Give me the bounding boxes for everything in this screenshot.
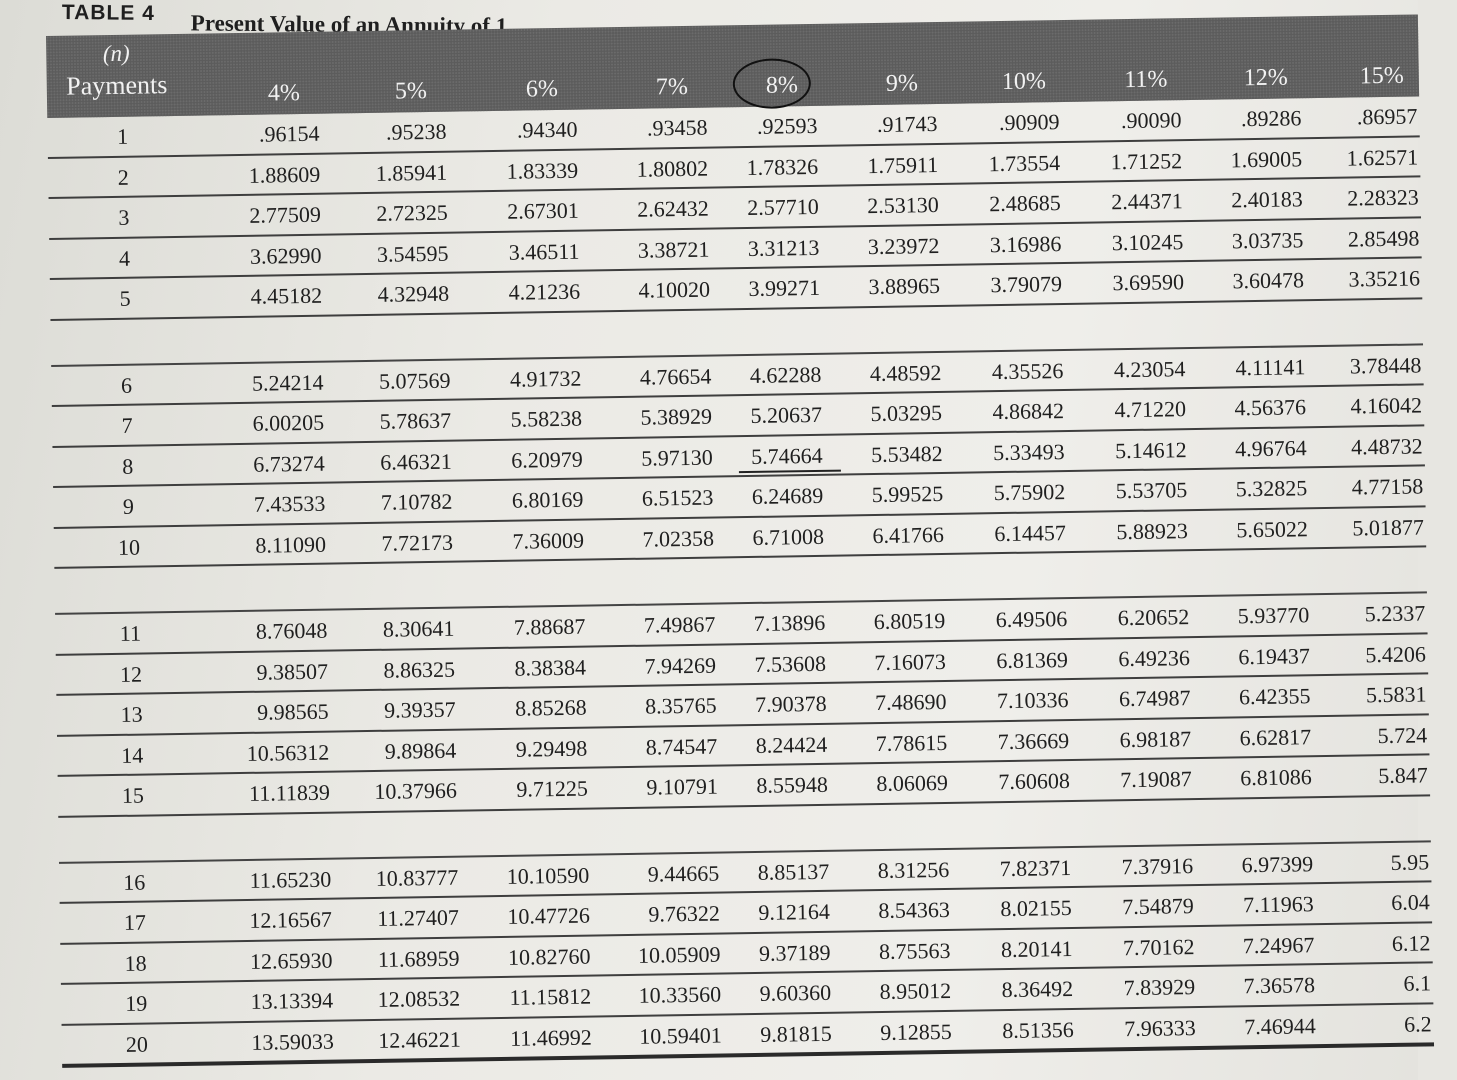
annuity-value-cell: 6.20979 [511, 446, 583, 473]
annuity-value-cell: 10.56312 [246, 739, 330, 766]
payment-count: 20 [125, 1031, 149, 1057]
annuity-value-cell: 2.28323 [1347, 184, 1419, 211]
payment-count: 10 [117, 534, 141, 560]
annuity-value-cell: 9.60360 [759, 979, 832, 1006]
annuity-value-cell: 5.03295 [870, 399, 943, 427]
annuity-value-cell: 8.75563 [878, 937, 951, 964]
annuity-value-cell: 2.85498 [1347, 224, 1420, 252]
annuity-value-cell: 7.36578 [1243, 972, 1316, 999]
annuity-value-cell: .92593 [756, 112, 818, 139]
annuity-value-cell: 4.76654 [639, 363, 712, 390]
annuity-value-cell: 1.62571 [1346, 143, 1419, 171]
annuity-value-cell: 8.85137 [757, 858, 830, 885]
payment-count: 13 [120, 701, 143, 727]
annuity-value-cell: 7.83929 [1123, 974, 1196, 1001]
annuity-value-cell: 4.71220 [1114, 396, 1187, 423]
annuity-value-cell: 6.73274 [253, 450, 325, 477]
payment-count: 5 [119, 285, 131, 311]
rate-header: 15% [1359, 62, 1404, 90]
annuity-value-cell: 7.16073 [874, 648, 947, 675]
annuity-value-cell: 6.81086 [1240, 764, 1312, 791]
annuity-value-cell: 3.99271 [748, 274, 821, 301]
annuity-value-cell: 9.81815 [760, 1020, 832, 1047]
annuity-value-cell: 4.10020 [638, 276, 711, 303]
rate-header: 8% [765, 72, 799, 99]
annuity-value-cell: 7.37916 [1121, 852, 1194, 879]
annuity-value-cell: 7.36669 [997, 727, 1070, 754]
annuity-value-cell: 6.98187 [1119, 725, 1192, 752]
annuity-value-cell: 5.58238 [510, 405, 583, 432]
payment-count: 11 [119, 620, 142, 646]
annuity-value-cell: 6.20652 [1117, 604, 1190, 631]
annuity-value-cell: 10.59401 [639, 1022, 722, 1049]
annuity-value-cell: 8.35765 [644, 692, 717, 719]
annuity-value-cell: 10.37966 [374, 777, 458, 804]
annuity-value-cell: .95238 [385, 118, 447, 145]
annuity-value-cell: 3.35216 [1348, 265, 1421, 292]
annuity-value-cell: 3.62990 [249, 242, 322, 269]
annuity-value-cell: 8.02155 [1000, 894, 1073, 922]
annuity-value-cell: .91743 [876, 111, 938, 137]
annuity-value-cell: 3.78448 [1349, 351, 1422, 379]
annuity-value-cell: 9.98565 [256, 698, 329, 725]
annuity-value-cell: 8.11090 [255, 531, 327, 558]
annuity-value-cell: 5.75902 [993, 479, 1066, 506]
annuity-value-cell: 9.10791 [646, 773, 719, 800]
payments-label: Payments [66, 70, 168, 101]
annuity-value-cell: 5.74664 [750, 442, 823, 469]
annuity-value-cell: 7.53608 [754, 650, 827, 677]
annuity-value-cell: 6.71008 [752, 523, 825, 550]
annuity-value-cell: 3.54595 [376, 240, 449, 267]
annuity-value-cell: 5.78637 [379, 407, 452, 434]
payment-count: 17 [123, 909, 147, 935]
annuity-value-cell: 6.19437 [1238, 642, 1311, 669]
annuity-value-cell: 1.80802 [636, 155, 709, 182]
annuity-value-cell: 5.97130 [641, 444, 713, 471]
annuity-value-cell: 6.12 [1391, 929, 1431, 956]
annuity-value-cell: 2.62432 [637, 195, 709, 222]
annuity-value-cell: 7.10336 [996, 687, 1069, 714]
row-group [47, 96, 1422, 320]
annuity-value-cell: 11.68959 [377, 945, 460, 972]
payment-count: 1 [116, 123, 129, 149]
annuity-value-cell: 7.78615 [875, 729, 948, 756]
annuity-value-cell: 3.60478 [1232, 267, 1305, 294]
annuity-value-cell: 5.65022 [1236, 515, 1309, 542]
annuity-value-cell: 9.12855 [880, 1018, 952, 1045]
annuity-value-cell: 5.07569 [378, 367, 451, 394]
annuity-value-cell: 3.23972 [867, 232, 940, 259]
annuity-value-cell: 1.85941 [375, 159, 448, 186]
annuity-value-cell: 3.46511 [508, 238, 580, 265]
annuity-value-cell: 12.46221 [378, 1026, 461, 1053]
rate-header: 4% [267, 80, 301, 107]
annuity-value-cell: 6.97399 [1241, 850, 1314, 877]
annuity-value-cell: 11.65230 [249, 866, 332, 893]
annuity-value-cell: 8.20141 [1000, 935, 1073, 962]
payment-count: 4 [118, 245, 131, 271]
annuity-value-cell: 2.40183 [1231, 186, 1303, 213]
annuity-value-cell: 4.45182 [250, 282, 323, 309]
annuity-value-cell: 9.44665 [647, 860, 720, 887]
annuity-value-cell: 7.02358 [642, 525, 715, 552]
annuity-value-cell: 8.85268 [514, 694, 587, 721]
annuity-value-cell: 4.77158 [1351, 473, 1424, 500]
annuity-value-cell: 6.80519 [873, 607, 946, 635]
rate-header: 6% [525, 75, 559, 103]
annuity-value-cell: 9.38507 [256, 658, 329, 685]
annuity-value-cell: 10.33560 [638, 981, 722, 1008]
annuity-value-cell: 6.46321 [380, 448, 452, 475]
annuity-value-cell: 10.82760 [507, 943, 591, 970]
annuity-value-cell: 1.83339 [506, 157, 579, 184]
annuity-value-cell: 12.08532 [377, 985, 461, 1012]
annuity-value-cell: .89286 [1240, 105, 1302, 132]
annuity-value-cell: 6.42355 [1238, 683, 1311, 710]
annuity-value-cell: 5.01877 [1352, 513, 1425, 541]
annuity-value-cell: 13.13394 [250, 987, 334, 1014]
n-label: (n) [102, 40, 130, 67]
annuity-value-cell: 4.48592 [869, 359, 942, 386]
annuity-value-cell: 6.00205 [252, 409, 325, 436]
annuity-value-cell: 2.44371 [1111, 188, 1183, 215]
annuity-value-cell: 7.96333 [1124, 1014, 1196, 1041]
annuity-value-cell: 4.86842 [992, 398, 1065, 425]
annuity-value-cell: .93458 [646, 114, 708, 141]
annuity-value-cell: 7.48690 [874, 688, 947, 716]
payment-count: 19 [125, 990, 148, 1016]
annuity-value-cell: 4.16042 [1350, 392, 1423, 419]
annuity-value-cell: 7.24967 [1242, 931, 1315, 958]
annuity-value-cell: 5.20637 [750, 401, 823, 428]
annuity-value-cell: 3.79079 [990, 271, 1063, 298]
row-group [51, 343, 1426, 569]
annuity-value-cell: 3.16986 [989, 230, 1062, 257]
annuity-value-cell: 1.75911 [867, 151, 939, 178]
annuity-value-cell: 4.56376 [1234, 394, 1307, 421]
annuity-value-cell: 5.53482 [870, 440, 943, 467]
annuity-value-cell: 3.10245 [1111, 228, 1184, 255]
annuity-value-cell: 3.38721 [637, 236, 710, 263]
annuity-value-cell: 9.12164 [758, 898, 831, 925]
annuity-value-cell: 2.53130 [867, 191, 939, 219]
annuity-value-cell: 2.77509 [249, 201, 322, 228]
annuity-value-cell: 7.46944 [1244, 1012, 1316, 1039]
payment-count: 16 [123, 869, 146, 895]
payment-count: 15 [121, 782, 145, 808]
payment-count: 8 [122, 453, 134, 479]
annuity-value-cell: 6.41766 [872, 521, 945, 548]
payment-count: 6 [120, 372, 133, 398]
annuity-value-cell: 4.23054 [1113, 355, 1186, 382]
rate-header: 9% [885, 70, 919, 97]
annuity-value-cell: 6.49236 [1118, 644, 1191, 671]
annuity-value-cell: .96154 [258, 120, 320, 147]
annuity-value-cell: 7.60608 [998, 768, 1071, 795]
annuity-value-cell: 4.62288 [749, 361, 822, 388]
annuity-value-cell: 4.96764 [1234, 434, 1307, 461]
annuity-value-cell: 9.37189 [758, 939, 831, 966]
annuity-value-cell: 8.74547 [645, 733, 718, 760]
annuity-value-cell: 8.51356 [1002, 1016, 1074, 1043]
annuity-value-cell: 7.94269 [644, 652, 717, 679]
annuity-value-cell: 7.82371 [999, 854, 1072, 881]
annuity-value-cell: 1.69005 [1230, 145, 1303, 172]
rate-header: 7% [655, 73, 689, 101]
annuity-value-cell: 7.88687 [513, 613, 586, 640]
annuity-value-cell: 5.32825 [1235, 475, 1308, 502]
annuity-value-cell: 8.06069 [876, 769, 949, 797]
annuity-value-cell: 6.81369 [996, 646, 1069, 673]
annuity-value-cell: 5.2337 [1364, 600, 1426, 627]
annuity-value-cell: 12.16567 [249, 906, 333, 933]
annuity-value-cell: 10.05909 [637, 941, 721, 968]
annuity-value-cell: 1.71252 [1110, 147, 1183, 174]
annuity-value-cell: 11.15812 [509, 983, 592, 1010]
rate-header: 5% [394, 78, 428, 105]
annuity-value-cell: 7.43533 [253, 490, 326, 517]
annuity-value-cell: 2.72325 [376, 199, 449, 226]
annuity-value-cell: 8.76048 [255, 617, 328, 644]
annuity-value-cell: 7.19087 [1120, 766, 1193, 793]
annuity-value-cell: 10.10590 [506, 862, 590, 889]
annuity-value-cell: 7.72173 [381, 529, 454, 556]
annuity-value-cell: 5.95 [1390, 848, 1430, 875]
annuity-value-cell: 8.95012 [879, 977, 952, 1005]
annuity-value-cell: 2.67301 [507, 197, 579, 224]
annuity-value-cell: 5.14612 [1114, 436, 1187, 463]
annuity-value-cell: 7.11963 [1242, 891, 1314, 918]
annuity-value-cell: 4.21236 [508, 278, 581, 305]
annuity-value-cell: 6.80169 [511, 486, 584, 513]
annuity-value-cell: 6.14457 [994, 519, 1067, 546]
annuity-value-cell: 7.10782 [380, 488, 453, 515]
table-label: TABLE 4 [61, 0, 155, 25]
table-body [47, 96, 1434, 1067]
annuity-value-cell: .90909 [998, 109, 1060, 136]
payment-count: 12 [119, 661, 143, 687]
annuity-value-cell: 5.4206 [1365, 640, 1427, 667]
payment-count: 7 [121, 412, 133, 438]
annuity-value-cell: 7.13896 [753, 609, 826, 636]
annuity-value-cell: 3.88965 [868, 272, 941, 300]
annuity-value-cell: 6.62817 [1239, 723, 1312, 750]
annuity-value-cell: 8.55948 [756, 771, 829, 798]
annuity-value-cell: 8.38384 [514, 654, 587, 681]
annuity-value-cell: 8.36492 [1001, 975, 1074, 1003]
payment-count: 2 [117, 164, 129, 190]
annuity-value-cell: 7.36009 [512, 527, 585, 554]
table-title: Present Value of an Annuity of 1 [190, 10, 508, 39]
annuity-value-cell: 6.2 [1403, 1010, 1432, 1037]
payment-count: 9 [122, 493, 135, 519]
annuity-value-cell: 7.49867 [643, 611, 716, 638]
annuity-value-cell: 10.83777 [375, 864, 459, 891]
annuity-value-cell: 6.74987 [1118, 685, 1191, 712]
annuity-value-cell: 8.86325 [383, 656, 456, 683]
annuity-value-cell: 8.54363 [878, 896, 951, 924]
annuity-value-cell: 5.88923 [1116, 517, 1189, 544]
annuity-value-cell: 6.1 [1403, 970, 1432, 996]
annuity-value-cell: .90090 [1120, 107, 1182, 134]
annuity-value-cell: 5.38929 [640, 403, 713, 430]
annuity-value-cell: 11.46992 [509, 1024, 592, 1051]
annuity-value-cell: 5.99525 [871, 480, 944, 508]
row-group [59, 840, 1434, 1068]
row-group [55, 591, 1430, 817]
annuity-value-cell: 5.724 [1377, 721, 1428, 748]
annuity-value-cell: .86957 [1356, 103, 1418, 130]
annuity-value-cell: 13.59033 [251, 1028, 335, 1055]
payment-count: 18 [124, 950, 147, 976]
annuity-value-cell: 9.76322 [648, 900, 721, 927]
annuity-value-cell: 4.11141 [1235, 353, 1306, 380]
annuity-value-cell: 4.35526 [991, 357, 1064, 384]
annuity-value-cell: 4.48732 [1350, 432, 1423, 460]
rate-header: 10% [1001, 68, 1047, 95]
annuity-table [46, 14, 1434, 1067]
annuity-value-cell: 6.49506 [995, 606, 1068, 633]
annuity-value-cell: 5.93770 [1237, 602, 1310, 629]
annuity-value-cell: 6.04 [1391, 889, 1430, 915]
annuity-value-cell: 6.24689 [751, 482, 824, 509]
annuity-value-cell: 11.11839 [248, 779, 331, 806]
annuity-value-cell: 2.57710 [747, 193, 819, 221]
annuity-value-cell: 11.27407 [377, 904, 460, 931]
rate-header: 12% [1243, 64, 1289, 92]
annuity-value-cell: 6.51523 [641, 484, 714, 511]
annuity-value-cell: 8.31256 [877, 856, 950, 883]
annuity-value-cell: 4.91732 [509, 365, 582, 392]
annuity-value-cell: 5.24214 [251, 369, 324, 396]
annuity-value-cell: 4.32948 [377, 280, 450, 307]
annuity-value-cell: 2.48685 [989, 190, 1061, 217]
annuity-value-cell: 8.24424 [755, 731, 828, 758]
annuity-value-cell: 7.90378 [754, 690, 827, 717]
annuity-value-cell: 10.47726 [507, 902, 591, 929]
annuity-value-cell: 8.30641 [382, 615, 455, 642]
annuity-value-cell: 1.78326 [746, 153, 819, 180]
annuity-value-cell: 5.33493 [992, 438, 1065, 465]
rate-header: 11% [1124, 66, 1168, 94]
annuity-value-cell: 1.73554 [988, 149, 1061, 176]
annuity-value-cell: 7.70162 [1122, 933, 1195, 960]
annuity-value-cell: .94340 [516, 116, 578, 143]
annuity-value-cell: 9.71225 [516, 775, 589, 802]
annuity-value-cell: 3.69590 [1112, 269, 1185, 296]
annuity-value-cell: 1.88609 [248, 161, 321, 188]
annuity-value-cell: 9.29498 [515, 735, 588, 762]
annuity-value-cell: 7.54879 [1122, 893, 1194, 920]
annuity-value-cell: 9.39357 [383, 696, 456, 723]
annuity-value-cell: 3.03735 [1231, 226, 1304, 253]
annuity-value-cell: 5.5831 [1365, 681, 1427, 708]
annuity-value-cell: 3.31213 [747, 234, 820, 261]
annuity-value-cell: 5.847 [1378, 762, 1428, 789]
pen-underline-annotation [739, 469, 841, 473]
payment-count: 14 [121, 742, 144, 768]
annuity-value-cell: 12.65930 [249, 947, 333, 974]
payment-count: 3 [118, 204, 130, 230]
annuity-value-cell: 9.89864 [384, 737, 457, 764]
annuity-value-cell: 5.53705 [1115, 477, 1188, 504]
